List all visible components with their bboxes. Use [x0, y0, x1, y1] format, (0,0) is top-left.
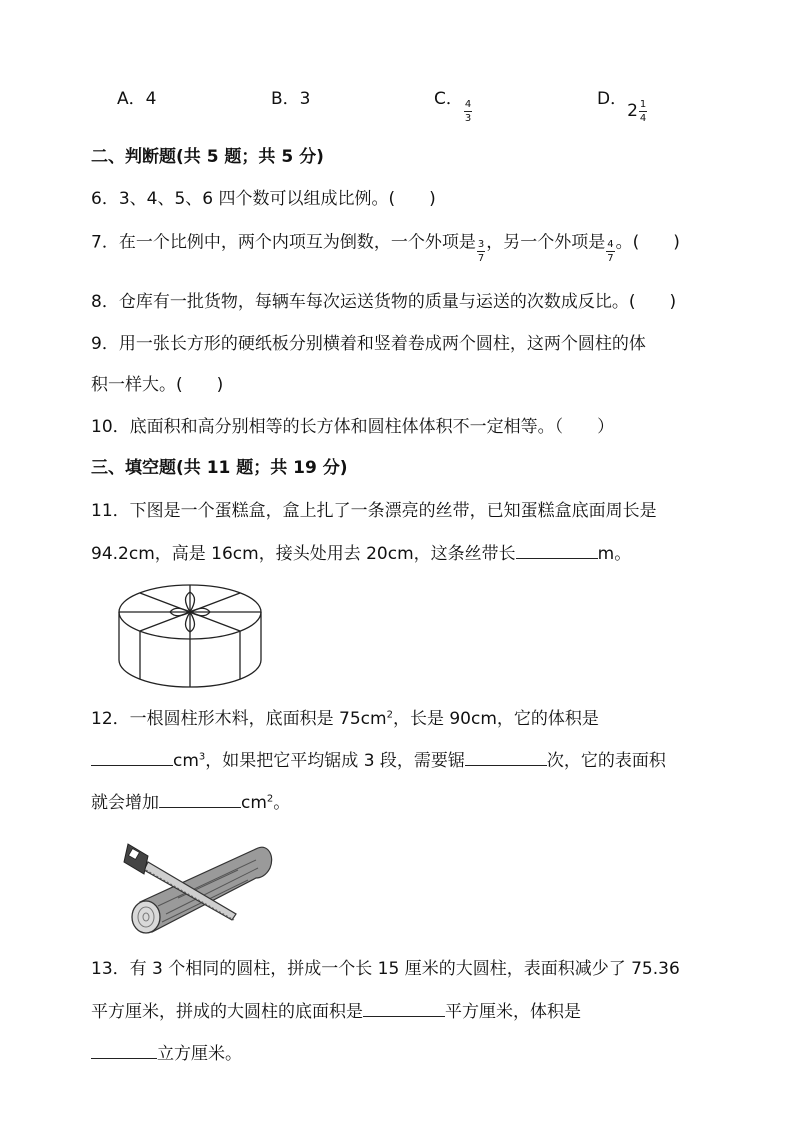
fraction-numerator: 1	[639, 98, 647, 110]
unit-label: 立方厘米。	[157, 1044, 242, 1064]
question-13-line3	[91, 1042, 242, 1065]
answer-blank[interactable]	[465, 749, 547, 766]
question-12-text: 12．一根圆柱形木料，底面积是 75cm	[91, 709, 387, 729]
answer-blank[interactable]	[91, 1042, 157, 1059]
option-c-fraction	[464, 98, 472, 125]
option-d-label: D．	[597, 89, 628, 109]
superscript: 3	[198, 751, 206, 763]
question-12-text: 。	[273, 793, 291, 813]
answer-blank[interactable]	[91, 749, 173, 766]
fraction-denominator: 3	[464, 112, 472, 124]
superscript: 2	[386, 709, 393, 721]
option-d-mixed-number	[627, 98, 648, 124]
mixed-fraction	[639, 98, 647, 125]
question-7	[91, 229, 680, 264]
question-12-text: 次，它的表面积	[546, 751, 666, 771]
option-a: A．4	[117, 89, 157, 109]
question-11-text: 94.2cm，高是 16cm，接头处用去 20cm，这条丝带长	[91, 544, 516, 564]
question-10: 10．底面积和高分别相等的长方体和圆柱体体积不一定相等。（ ）	[91, 417, 615, 437]
fraction-denominator: 7	[477, 253, 485, 264]
mixed-whole: 2	[627, 101, 638, 121]
unit-label: m。	[597, 544, 632, 564]
answer-blank[interactable]	[159, 791, 241, 808]
log-and-saw-figure	[118, 836, 278, 940]
option-c-label: C．	[434, 89, 463, 109]
question-12-text: ，如果把它平均锯成 3 段，需要锯	[205, 751, 465, 771]
superscript: 2	[266, 793, 274, 805]
question-13-text: 平方厘米，拼成的大圆柱的底面积是	[91, 1002, 363, 1022]
answer-blank[interactable]	[363, 1000, 445, 1017]
question-7-text: 。( )	[615, 232, 680, 253]
fraction-3-7	[477, 238, 485, 265]
question-13-line2	[91, 1000, 581, 1023]
log-icon	[132, 847, 272, 933]
unit-label: cm	[241, 793, 267, 813]
section-heading-judgement: 二、判断题(共 5 题；共 5 分)	[91, 147, 324, 167]
question-9-line2: 积一样大。( )	[91, 375, 224, 395]
fraction-denominator: 4	[639, 112, 647, 124]
question-12-line1	[91, 708, 599, 730]
question-9-line1: 9．用一张长方形的硬纸板分别横着和竖着卷成两个圆柱，这两个圆柱的体	[91, 334, 646, 354]
question-8: 8．仓库有一批货物，每辆车每次运送货物的质量与运送的次数成反比。( )	[91, 292, 677, 312]
question-7-text: 7．在一个比例中，两个内项互为倒数，一个外项是	[91, 232, 476, 253]
question-13-line1: 13．有 3 个相同的圆柱，拼成一个长 15 厘米的大圆柱，表面积减少了 75.36	[91, 959, 680, 979]
fraction-denominator: 7	[607, 253, 614, 264]
section-heading-fill-in: 三、填空题(共 11 题；共 19 分)	[91, 458, 348, 478]
question-6: 6．3、4、5、6 四个数可以组成比例。( )	[91, 189, 436, 209]
fraction-numerator: 4	[607, 239, 614, 250]
fraction-4-7	[606, 238, 614, 265]
answer-blank[interactable]	[516, 542, 598, 559]
option-b: B．3	[271, 89, 311, 109]
fraction-numerator: 4	[464, 98, 472, 110]
option-c	[434, 84, 473, 124]
unit-label: cm	[173, 751, 199, 771]
question-11-line1: 11．下图是一个蛋糕盒，盒上扎了一条漂亮的丝带，已知蛋糕盒底面周长是	[91, 501, 657, 521]
question-11-line2	[91, 542, 631, 565]
question-12-line2	[91, 749, 666, 772]
question-12-text: 就会增加	[91, 793, 159, 813]
option-d	[597, 84, 648, 124]
question-12-text: ，长是 90cm，它的体积是	[392, 709, 599, 729]
cake-box-figure	[112, 580, 268, 692]
question-12-line3	[91, 791, 290, 814]
fraction-numerator: 3	[477, 239, 485, 250]
question-13-text: 平方厘米，体积是	[445, 1002, 581, 1022]
question-7-text: ，另一个外项是	[486, 232, 606, 253]
